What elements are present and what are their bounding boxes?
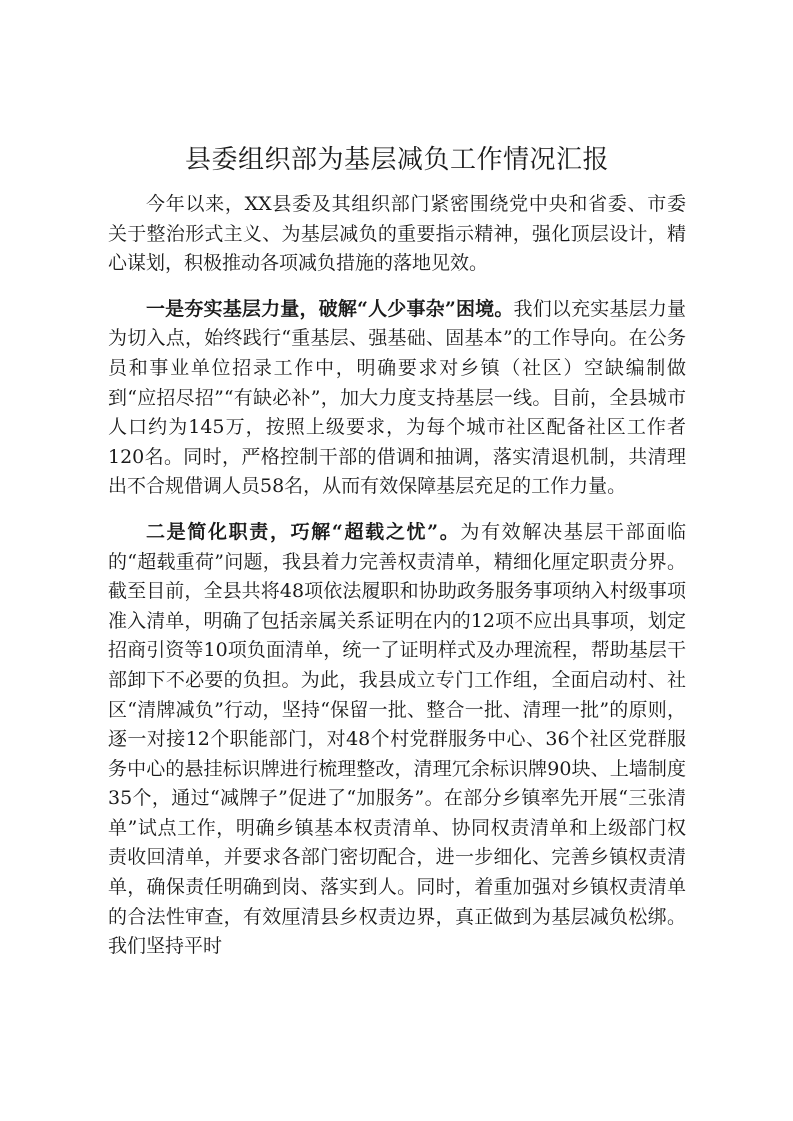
section-two-text: 为有效解决基层干部面临的“超载重荷”问题，我县着力完善权责清单，精细化厘定职责分界。截至目前，全县共将48项依法履职和协助政务服务事项纳入村级事项准入清单，明确了包括亲属关系证明在内的12项不应出具事项，划定招商引资等10项负面清单，统一了证明样式及办理流程，帮助基层干部卸下不必要的负担。为此，我县成立专门工作组，全面启动村、社区“清牌减负”行动，坚持“保留一批、整合一批、清理一批”的原则，逐一对接12个职能部门，对48个村党群服务中心、36个社区党群服务中心的悬挂标识牌进行梳理整改，清理冗余标识牌90块、上墙制度35个，通过“减牌子”促进了“加服务”。在部分乡镇率先开展“三张清单”试点工作，明确乡镇基本权责清单、协同权责清单和上级部门权责收回清单，并要求各部门密切配合，进一步细化、完善乡镇权责清单，确保责任明确到岗、落实到人。同时，着重加强对乡镇权责清单的合法性审查，有效厘清县乡权责边界，真正做到为基层减负松绑。我们坚持平时 [108,520,686,958]
section-two-paragraph [108,518,686,962]
section-two-heading: 二是简化职责，巧解“超载之忧”。 [146,520,461,543]
document-title: 县委组织部为基层减负工作情况汇报 [184,145,609,175]
intro-paragraph [108,190,686,279]
section-one-paragraph [108,295,686,502]
section-one-text: 我们以充实基层力量为切入点，始终践行“重基层、强基础、固基本”的工作导向。在公务员和事业单位招录工作中，明确要求对乡镇（社区）空缺编制做到“应招尽招”“有缺必补”，加大力度支持基层一线。目前，全县城市人口约为145万，按照上级要求，为每个城市社区配备社区工作者120名。同时，严格控制干部的借调和抽调，落实清退机制，共清理出不合规借调人员58名，从而有效保障基层充足的工作力量。 [108,297,686,498]
section-one-heading: 一是夯实基层力量，破解“人少事杂”困境。 [146,297,514,320]
intro-paragraph-text: 今年以来，XX县委及其组织部门紧密围绕党中央和省委、市委关于整治形式主义、为基层减负的重要指示精神，强化顶层设计，精心谋划，积极推动各项减负措施的落地见效。 [108,193,686,275]
document-page [108,138,686,962]
